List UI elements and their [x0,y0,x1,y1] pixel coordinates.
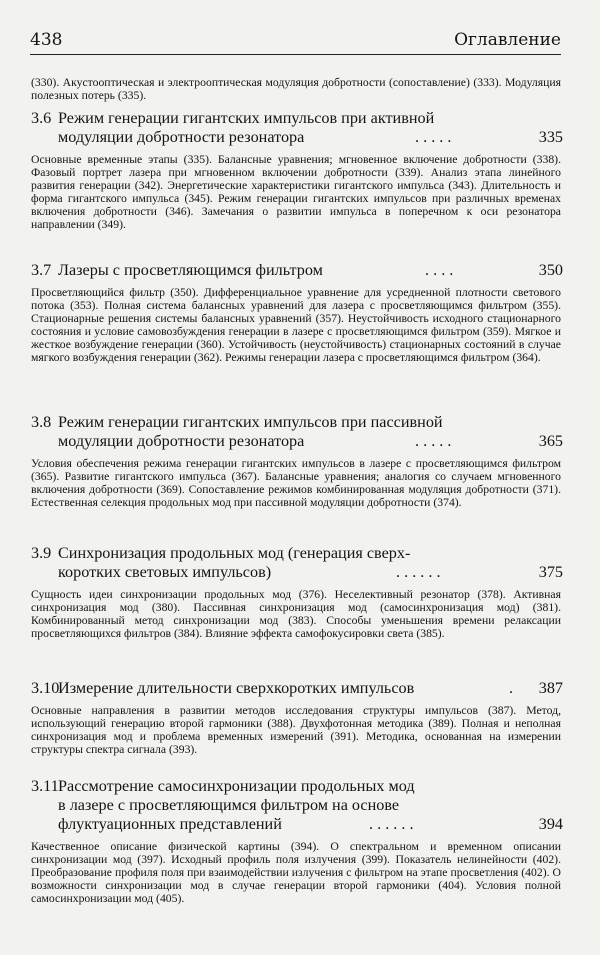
section-number: 3.8 [31,413,52,431]
section-number: 3.10 [31,679,60,697]
toc-entry-3-6[interactable] [31,109,561,231]
section-description: Сущность идеи синхронизации продольных мод (376). Неселективный резонатор (378). Активная синхронизация мод (380). Пассивная синхронизация мод (самосинхронизация мод) (381). Комбинированный метод синхронизации мод (383). Способы уменьшения времени релаксации просветляющихся фильтров (384). Влияние эффекта самофокусировки света (385). [31,588,561,640]
section-title: Рассмотрение самосинхронизации продольных мод [58,777,415,795]
section-number: 3.7 [31,261,52,279]
section-title: модуляции добротности резонатора [58,128,305,146]
leader-dots: . . . . . . [396,563,441,581]
leader-dots: . . . . . [415,432,452,450]
section-number: 3.9 [31,544,52,562]
page-number: 438 [30,30,63,50]
leader-dots: . . . . . [415,128,452,146]
toc-entry-3-8[interactable] [31,413,561,509]
page-header [30,28,561,55]
section-page: 387 [538,679,563,697]
toc-entry-3-11[interactable] [31,777,561,905]
section-title-line [31,261,561,280]
section-description: Основные направления в развитии методов исследования структуры импульсов (387). Метод, использующий генерацию второй гармоники (388). Двухфотонная методика (389). Полная и неполная синхронизация мод и проблема временных измерений (391). Методика, основанная на измерении структуры спектра сигнала (393). [31,704,561,756]
section-page: 394 [538,815,563,833]
section-title: Режим генерации гигантских импульсов при пассивной [58,413,443,431]
leader-dots: . [509,679,514,697]
section-title: Измерение длительности сверхкоротких импульсов [58,679,415,697]
intro-paragraph: (330). Акустооптическая и электрооптическая модуляция добротности (сопоставление) (333). Модуляция полезных потерь (335). [31,76,561,102]
section-title: Лазеры с просветляющимся фильтром [58,261,323,279]
section-description: Просветляющийся фильтр (350). Дифференциальное уравнение для усредненной плотности светового потока (353). Полная система балансных уравнений для лазера с просветляющимся фильтром (355). Стационарные решения системы балансных уравнений (357). Неустойчивость исходного стационарного состояния и условие самовозбуждения генерации в лазере с просветляющимся фильтром (359). Мягкое и жесткое возбуждение генерации (360). Устойчивость (неустойчивость) стационарных состояний в случае мягкого возбуждения генерации (362). Режимы генерации лазера с просветляющимся фильтром (364). [31,286,561,364]
section-title-line [31,413,561,432]
leader-dots: . . . . [425,261,454,279]
section-title-line [31,128,561,147]
toc-entry-3-7[interactable] [31,261,561,364]
section-title: в лазере с просветляющимся фильтром на основе [58,796,400,814]
section-title-line [31,815,561,834]
section-page: 375 [538,563,563,581]
section-page: 335 [538,128,563,146]
section-title: Синхронизация продольных мод (генерация сверх- [58,544,411,562]
section-title-line [31,796,561,815]
section-description: Основные временные этапы (335). Балансные уравнения; мгновенное включение добротности (338). Фазовый портрет лазера при мгновенном включении добротности (339). Анализ этапа линейного развития генерации (342). Энергетические характеристики гигантского импульса (343). Длительность и форма гигантского импульса (345). Режим генерации гигантских импульсов при различных временах включения добротности (346). Замечания о развитии импульса в поперечном к оси резонатора направлении (349). [31,153,561,231]
section-page: 350 [538,261,563,279]
section-title: коротких световых импульсов) [58,563,272,581]
section-description: Условия обеспечения режима генерации гигантских импульсов в лазере с просветляющимся фильтром (365). Развитие гигантского импульса (367). Балансные уравнения; аналогия со случаем мгновенного включения добротности (369). Сопоставление режимов комбинированная модуляция добротности (371). Естественная селекция продольных мод при пассивной модуляции добротности (374). [31,457,561,509]
toc-entry-3-10[interactable] [31,679,561,756]
section-title-line [31,563,561,582]
toc-entry-3-9[interactable] [31,544,561,640]
section-title: флуктуационных представлений [58,815,282,833]
section-title-line [31,544,561,563]
section-page: 365 [538,432,563,450]
section-number: 3.6 [31,109,52,127]
leader-dots: . . . . . . [369,815,414,833]
section-title-line [31,432,561,451]
section-title: модуляции добротности резонатора [58,432,305,450]
section-title-line [31,777,561,796]
section-title: Режим генерации гигантских импульсов при активной [58,109,435,127]
section-number: 3.11 [31,777,59,795]
running-title: Оглавление [454,30,561,50]
section-description: Качественное описание физической картины (394). О спектральном и временном описании синхронизации мод (397). Исходный профиль поля излучения (399). Показатель нелинейности (402). Преобразование профиля поля при взаимодействии излучения с фильтром на этапе просветления (402). О возможности синхронизации мод в случае генерации второй гармоники (404). Условия полной самосинхронизации мод (405). [31,840,561,905]
section-title-line [31,109,561,128]
section-title-line [31,679,561,698]
